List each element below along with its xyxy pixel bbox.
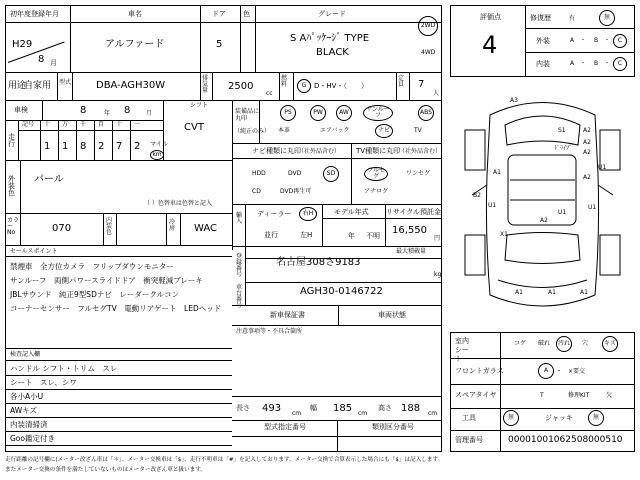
- diag-mark-x1: X1: [500, 231, 508, 238]
- width-label: 幅: [310, 404, 317, 412]
- inspection-note-line: Goo鑑定付き: [10, 434, 55, 443]
- diag-mark-a2-b: A2: [583, 139, 591, 146]
- tv-item: アナログ: [364, 188, 389, 195]
- grade-sep: ・: [580, 37, 587, 44]
- equipment-item-circled: ナビ: [375, 124, 393, 138]
- color-mark-label: 色: [243, 10, 250, 18]
- inspection-note-line: ハンドル シフト・トリム スレ: [10, 364, 118, 373]
- glass-a-circle: [538, 363, 554, 379]
- height-value: 188: [401, 403, 421, 414]
- reg-month-unit: 月: [50, 59, 57, 67]
- jack-none-circle: [588, 410, 604, 426]
- tools-label: 工具: [462, 414, 476, 422]
- tv-item-circled: フルセグ: [364, 167, 388, 181]
- plate-value: 名古屋308さ9183: [276, 257, 361, 268]
- mileage-header: 十: [44, 121, 51, 128]
- length-unit: cm: [292, 410, 302, 417]
- name-label: 車名: [128, 10, 142, 18]
- displacement-value: 2500: [228, 81, 254, 92]
- plate-label: 登録番号: [236, 253, 243, 278]
- damage-diagram: [450, 85, 635, 325]
- import-right-handle: 右H: [302, 210, 314, 217]
- diag-mark-a2-d: A2: [583, 174, 591, 181]
- car-outline-svg: [450, 85, 635, 325]
- score-label: 評価点: [480, 13, 501, 21]
- repair-yes: 有: [569, 15, 576, 22]
- inspection-note-line: 各小A小U: [10, 392, 44, 401]
- chassis-label: 車台番号: [236, 284, 243, 309]
- caution-label: 注意事項等・不具合箇所: [236, 328, 303, 335]
- grade-circled: C: [613, 34, 627, 48]
- class-no-label: 類別区分番号: [372, 423, 414, 431]
- usage-label: 用途: [8, 81, 27, 91]
- mileage-digit: 1: [62, 141, 69, 152]
- grade-circled: C: [613, 57, 627, 71]
- equipment-item: エアバック: [320, 127, 350, 134]
- mileage-header: 千: [80, 121, 87, 128]
- grade-sep: ・: [604, 37, 611, 44]
- color-no-label: カラーNo: [7, 217, 20, 236]
- spare-label: スペアタイヤ: [455, 391, 497, 399]
- grade-option: B: [594, 60, 599, 67]
- mileage-digit: 7: [116, 141, 123, 152]
- height-label: 高さ: [378, 404, 392, 412]
- grade-line2: BLACK: [316, 47, 349, 58]
- displacement-label: 排気量: [202, 75, 209, 94]
- equipment-label: 装備品に丸印: [235, 108, 260, 123]
- grade-option: A: [570, 37, 575, 44]
- warranty-label: 新車保証書: [270, 311, 305, 319]
- nav-item: DVD再生可: [280, 188, 312, 195]
- notes-label: 検査記入欄: [10, 351, 41, 358]
- drive-4wd: 4WD: [421, 49, 436, 56]
- spare-item: 欠: [606, 392, 613, 399]
- nav-item: CD: [252, 188, 261, 195]
- repair-no-circle: [599, 10, 615, 26]
- footer-line2: またメーター交換の条件を満たしていないものはメーター改ざん車と扱います。: [5, 467, 206, 473]
- reg-month: 8: [38, 54, 45, 65]
- tv-label: TV種類に丸印: [356, 147, 401, 155]
- grade-sep: ・: [580, 60, 587, 67]
- aircon-value: WAC: [194, 223, 217, 234]
- diag-mark-u1-d: U1: [558, 209, 567, 216]
- equipment-item-circled: サンルーフ: [363, 105, 393, 121]
- import-parallel: 並行: [264, 231, 278, 239]
- inspection-note-line: AWキズ: [10, 406, 37, 415]
- drive-2wd: 2WD: [420, 22, 436, 29]
- inspection-year: 8: [80, 105, 87, 116]
- spare-item: 修理KIT: [568, 392, 590, 399]
- inspection-month-unit: 月: [146, 110, 153, 117]
- nav-sublabel: （社外品含む）: [298, 148, 341, 155]
- fuel-g-circle: [297, 79, 311, 93]
- nav-item: DVD: [288, 170, 302, 177]
- sales-point-line: JBLサウンド 純正9型SDナビ レーダークルコン: [10, 290, 180, 299]
- grade-line1: S Aﾊﾟｯｹｰｼﾞ TYPE: [290, 33, 370, 44]
- recycle-unit: 円: [434, 235, 441, 242]
- spare-item: T: [540, 392, 544, 399]
- mileage-digit: 1: [44, 141, 51, 152]
- tv-item: ワンセグ: [406, 170, 431, 177]
- interior-item-circled: 汚れ: [556, 336, 572, 352]
- exterior-label: 外装色: [8, 175, 15, 197]
- interior-item: 穴: [582, 340, 589, 347]
- diag-mark-a2-e: A2: [540, 217, 548, 224]
- inspection-note-line: シート スレ、シワ: [10, 378, 77, 387]
- equipment-item-circled: PS: [280, 105, 296, 121]
- nav-label: ナビ種類に丸印: [252, 147, 301, 155]
- history-label: 車両状態: [378, 311, 406, 319]
- doors-label: ドア: [212, 10, 226, 18]
- diag-mark-a1-a: A1: [493, 169, 501, 176]
- import-label: 輸入: [236, 212, 243, 225]
- type-no-label: 型式指定番号: [264, 423, 306, 431]
- width-unit: cm: [358, 410, 368, 417]
- interior-item: コゲ: [514, 340, 527, 347]
- equipment-item-circled: PW: [310, 105, 326, 121]
- score-value: 4: [482, 31, 498, 59]
- diag-mark-a2-a: A2: [583, 127, 591, 134]
- grade-sep: ・: [604, 60, 611, 67]
- import-left-handle: 左H: [300, 231, 313, 239]
- equipment-sublabel: （純正のみ）: [234, 128, 271, 135]
- inspection-label: 車検: [14, 106, 28, 114]
- load-label: 最大積載量: [396, 248, 427, 255]
- tools-none: 無: [507, 414, 514, 421]
- mileage-header: 万: [62, 121, 69, 128]
- mileage-header: 百: [98, 121, 105, 128]
- glass-rest: ・ ×要交: [556, 368, 586, 375]
- mileage-header: 記号: [22, 121, 35, 128]
- aircon-label: 冷房: [169, 219, 176, 232]
- mileage-digit: 2: [98, 141, 105, 152]
- load-unit: kg: [434, 271, 442, 278]
- int-grade-label: 内装: [536, 60, 550, 68]
- mileage-header: 十: [116, 121, 123, 128]
- width-value: 185: [333, 403, 353, 414]
- reg-year: H29: [12, 39, 33, 50]
- diag-mark-b2: B2: [473, 192, 481, 199]
- reg-label: 初年度登録年月: [10, 10, 59, 18]
- mileage-digit: 8: [80, 141, 87, 152]
- glass-label: フロントガラス: [455, 367, 504, 375]
- capacity-label: 定員: [398, 75, 405, 88]
- sales-point-line: サンルーフ 両側パワースライドドア 衝突軽減ブレーキ: [10, 276, 203, 285]
- diag-mark-u1-b: U1: [488, 202, 497, 209]
- tv-sublabel: （社外品含む）: [399, 148, 442, 155]
- exterior-value: パール: [34, 174, 64, 185]
- fuel-g: G: [301, 82, 307, 89]
- car-name: アルファード: [105, 39, 165, 50]
- sales-label: セールスポイント: [10, 248, 58, 255]
- drive-2wd-circle: [418, 16, 438, 36]
- height-unit: cm: [428, 410, 438, 417]
- equipment-item: TV: [414, 127, 422, 134]
- chassis-value: AGH30-0146722: [300, 286, 383, 297]
- mileage-header: 一: [134, 121, 141, 128]
- diag-mark-a1-c: A1: [515, 289, 523, 296]
- import-dealer: ディーラー: [257, 210, 292, 218]
- equipment-item-circled: ABS: [418, 105, 434, 121]
- length-value: 493: [262, 403, 282, 414]
- equipment-item-circled: AW: [336, 105, 352, 121]
- mileage-km-circle: [150, 150, 164, 160]
- grade-option: B: [594, 37, 599, 44]
- diag-mark-u1-c: U1: [588, 204, 597, 211]
- repair-label: 修復歴: [530, 14, 551, 22]
- sales-point-line: コーナーセンサー フルセグTV 電動リアゲート LEDヘッド: [10, 304, 222, 313]
- diag-mark-s1: S1: [558, 127, 566, 134]
- model-year-label: モデル年式: [334, 208, 369, 216]
- exterior-note: （ ）色替車は色替と記入: [144, 200, 212, 207]
- interior-color-label: 内装色: [106, 217, 113, 236]
- capacity-unit: 人: [433, 90, 440, 97]
- diag-mark-a2-c: A2: [583, 149, 591, 156]
- length-label: 長さ: [236, 404, 250, 412]
- inspection-month: 8: [124, 105, 131, 116]
- mileage-miles: マイル: [150, 141, 168, 148]
- diag-mark-a3-top: A3: [510, 97, 518, 104]
- repair-no: 無: [603, 14, 610, 21]
- displacement-unit: cc: [266, 90, 273, 97]
- model-year-unit: 年: [348, 232, 355, 240]
- shift-value: CVT: [184, 122, 204, 133]
- mgmt-label: 管理番号: [455, 436, 483, 444]
- model-year-unknown: 不明: [366, 232, 380, 240]
- mileage-km: km: [152, 151, 162, 158]
- diag-mark-a1-b: A1: [548, 289, 556, 296]
- fuel-label: 燃料: [281, 75, 288, 88]
- interior-state-label: 室内シート: [455, 337, 469, 364]
- jack-label: ジャッキ: [545, 414, 573, 422]
- shift-label: シフト: [190, 102, 209, 109]
- jack-none: 無: [592, 414, 599, 421]
- inspection-year-unit: 年: [104, 110, 111, 117]
- model-value: DBA-AGH30W: [96, 80, 166, 91]
- fuel-rest: D・HV・（ ）: [314, 82, 368, 90]
- recycle-label: リサイクル預託金: [386, 208, 442, 216]
- sales-point-line: 禁煙車 全方位カメラ フリップダウンモニター: [10, 262, 174, 271]
- tools-none-circle: [503, 410, 519, 426]
- capacity-value: 7: [418, 79, 425, 90]
- color-no-value: 070: [52, 223, 72, 234]
- usage-value: 自家用: [24, 81, 52, 91]
- grade-option: A: [570, 60, 575, 67]
- interior-item-circled: キズ: [602, 336, 618, 352]
- footer-line1: 走行距離の記号欄に(メーター改ざん車は「＊」、メーター交換車は「$」、走行不明車は「#」を記入しております。メーター交換で合算表示した場合にも「$」は記入します。: [5, 457, 444, 463]
- diag-note: ﾄﾞﾗｲﾌﾞ: [554, 145, 573, 152]
- nav-item-circled: SD: [323, 166, 339, 182]
- doors-value: 5: [216, 39, 223, 50]
- grade-label: グレード: [318, 10, 346, 18]
- diag-mark-u1-a: U1: [598, 164, 607, 171]
- model-label: 型式: [59, 79, 72, 86]
- interior-item: 破れ: [538, 340, 551, 347]
- glass-a: A: [543, 367, 549, 374]
- mileage-digit: 2: [134, 141, 141, 152]
- nav-item: HDD: [252, 170, 266, 177]
- ext-grade-label: 外装: [536, 37, 550, 45]
- equipment-item: 本革: [278, 127, 291, 134]
- import-right-handle-circle: [299, 207, 317, 221]
- mgmt-value: 00001001062508000510: [508, 435, 623, 445]
- recycle-value: 16,550: [392, 225, 427, 236]
- diag-mark-a1-d: A1: [580, 289, 588, 296]
- inspection-note-line: 内装清掃済: [10, 420, 48, 429]
- mileage-label: 走行: [8, 133, 15, 148]
